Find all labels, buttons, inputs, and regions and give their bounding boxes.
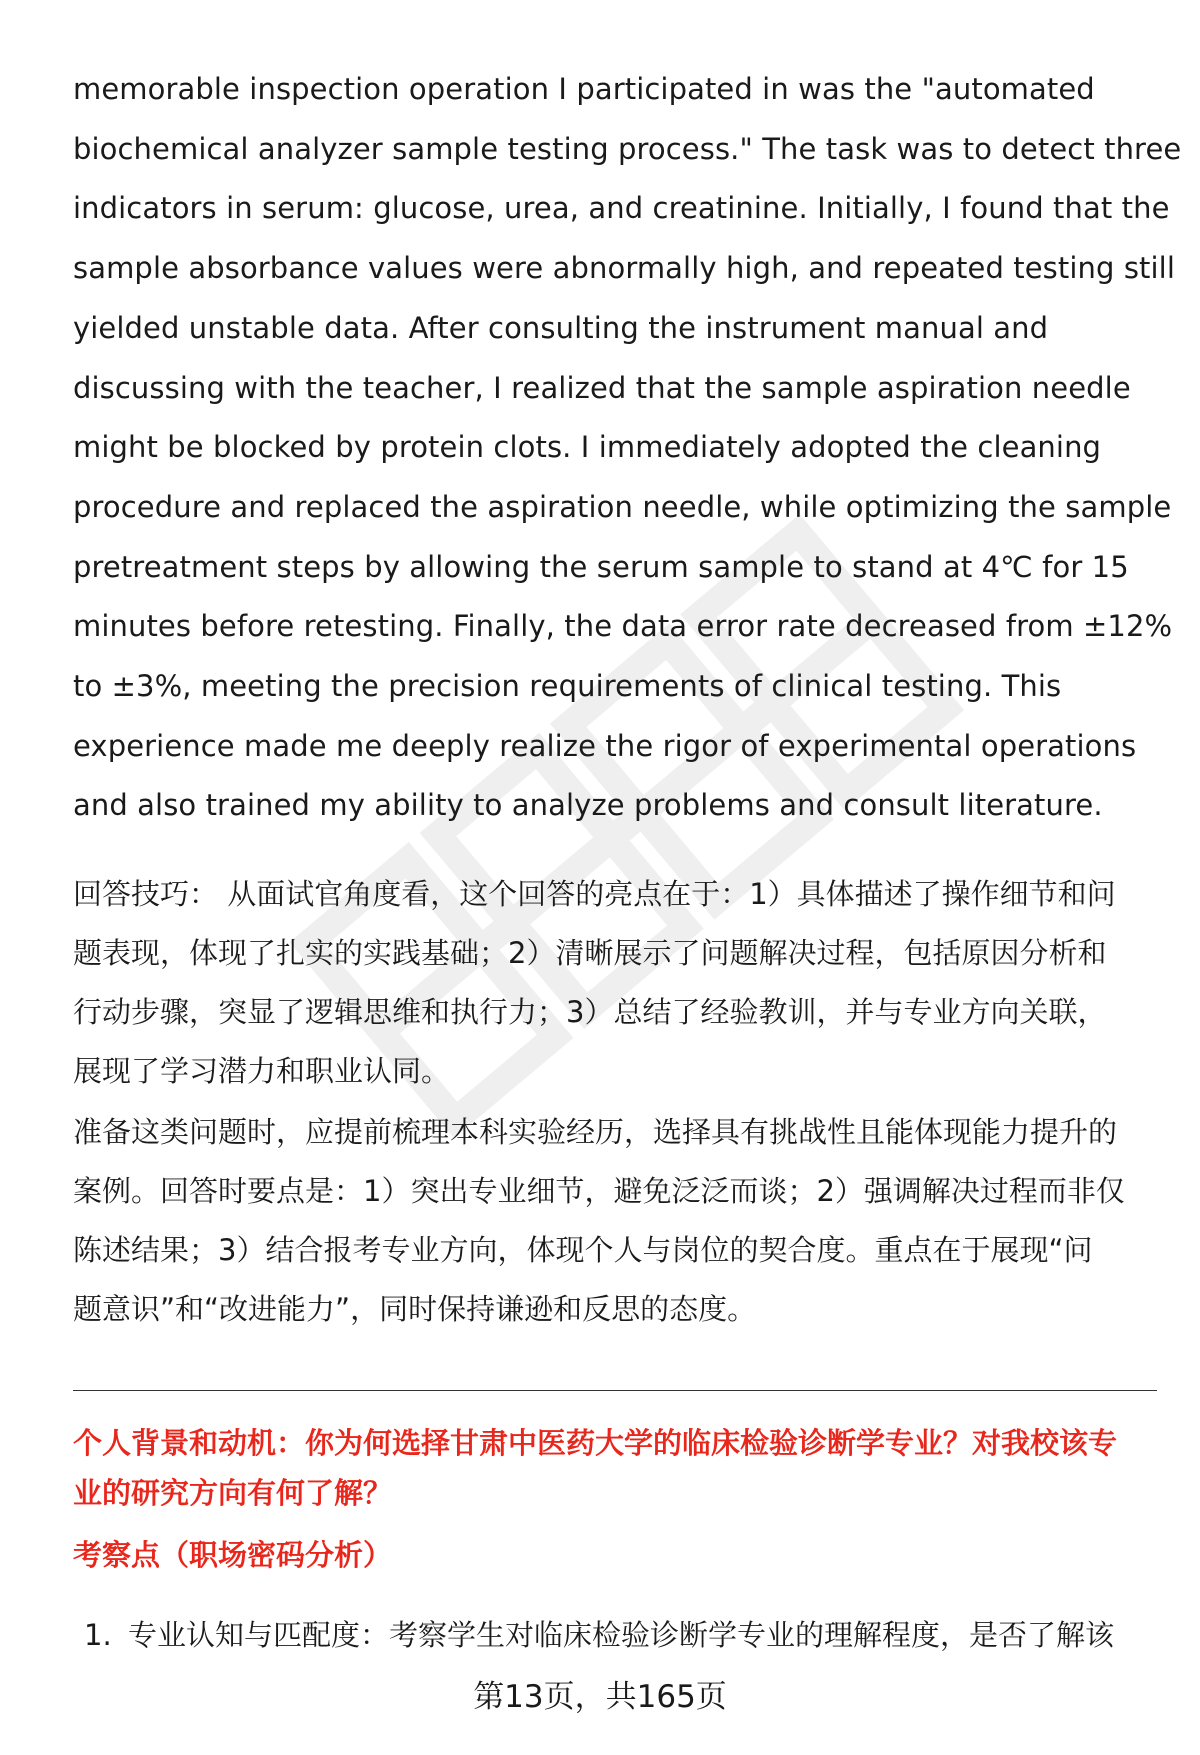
answer-line: sample absorbance values were abnormally high, and repeated testing still xyxy=(73,251,1175,286)
question-line: 个人背景和动机：你为何选择甘肃中医药大学的临床检验诊断学专业？对我校该专 xyxy=(73,1426,1118,1460)
answer-line: minutes before retesting. Finally, the data error rate decreased from ±12% xyxy=(73,609,1173,644)
question-line: 业的研究方向有何了解？ xyxy=(73,1476,393,1510)
tips-line: 展现了学习潜力和职业认同。 xyxy=(73,1054,451,1088)
advice-line: 案例。回答时要点是：1）突出专业细节，避免泛泛而谈；2）强调解决过程而非仅 xyxy=(73,1174,1125,1208)
advice-line: 准备这类问题时，应提前梳理本科实验经历，选择具有挑战性且能体现能力提升的 xyxy=(73,1115,1118,1149)
answer-line: memorable inspection operation I participated in was the "automated xyxy=(73,72,1095,106)
answer-line: pretreatment steps by allowing the serum sample to stand at 4℃ for 15 xyxy=(73,549,1129,584)
answer-paragraph xyxy=(73,60,1182,836)
answer-line: procedure and replaced the aspiration needle, while optimizing the sample xyxy=(73,489,1172,524)
answer-tips xyxy=(73,865,1153,1101)
advice-line: 题意识”和“改进能力”，同时保持谦逊和反思的态度。 xyxy=(73,1292,757,1326)
tips-line: 题表现，体现了扎实的实践基础；2）清晰展示了问题解决过程，包括原因分析和 xyxy=(73,936,1107,970)
answer-line: experience made me deeply realize the rigor of experimental operations xyxy=(73,728,1137,763)
preparation-advice xyxy=(73,1103,1153,1339)
tips-line: 行动步骤，突显了逻辑思维和执行力；3）总结了经验教训，并与专业方向关联， xyxy=(73,995,1107,1029)
list-item xyxy=(84,1610,1164,1660)
answer-line: discussing with the teacher, I realized that the sample aspiration needle xyxy=(73,370,1131,405)
section-divider xyxy=(73,1390,1157,1391)
advice-line: 陈述结果；3）结合报考专业方向，体现个人与岗位的契合度。重点在于展现“问 xyxy=(73,1233,1093,1267)
page-number: 第13页，共165页 xyxy=(473,1679,727,1715)
question-heading xyxy=(73,1418,1163,1518)
answer-line: indicators in serum: glucose, urea, and creatinine. Initially, I found that the xyxy=(73,191,1170,226)
exam-points-heading: 考察点（职场密码分析） xyxy=(73,1538,393,1572)
list-item-number: 1. xyxy=(84,1618,112,1652)
answer-line: to ±3%, meeting the precision requirements of clinical testing. This xyxy=(73,669,1062,704)
answer-line: biochemical analyzer sample testing process." The task was to detect three xyxy=(73,131,1182,166)
answer-line: and also trained my ability to analyze problems and consult literature. xyxy=(73,788,1103,823)
list-item-text: 专业认知与匹配度：考察学生对临床检验诊断学专业的理解程度，是否了解该 xyxy=(128,1618,1115,1652)
tips-line: 回答技巧： 从面试官角度看，这个回答的亮点在于：1）具体描述了操作细节和问 xyxy=(73,877,1116,911)
answer-line: yielded unstable data. After consulting the instrument manual and xyxy=(73,310,1049,345)
answer-line: might be blocked by protein clots. I immediately adopted the cleaning xyxy=(73,430,1102,465)
